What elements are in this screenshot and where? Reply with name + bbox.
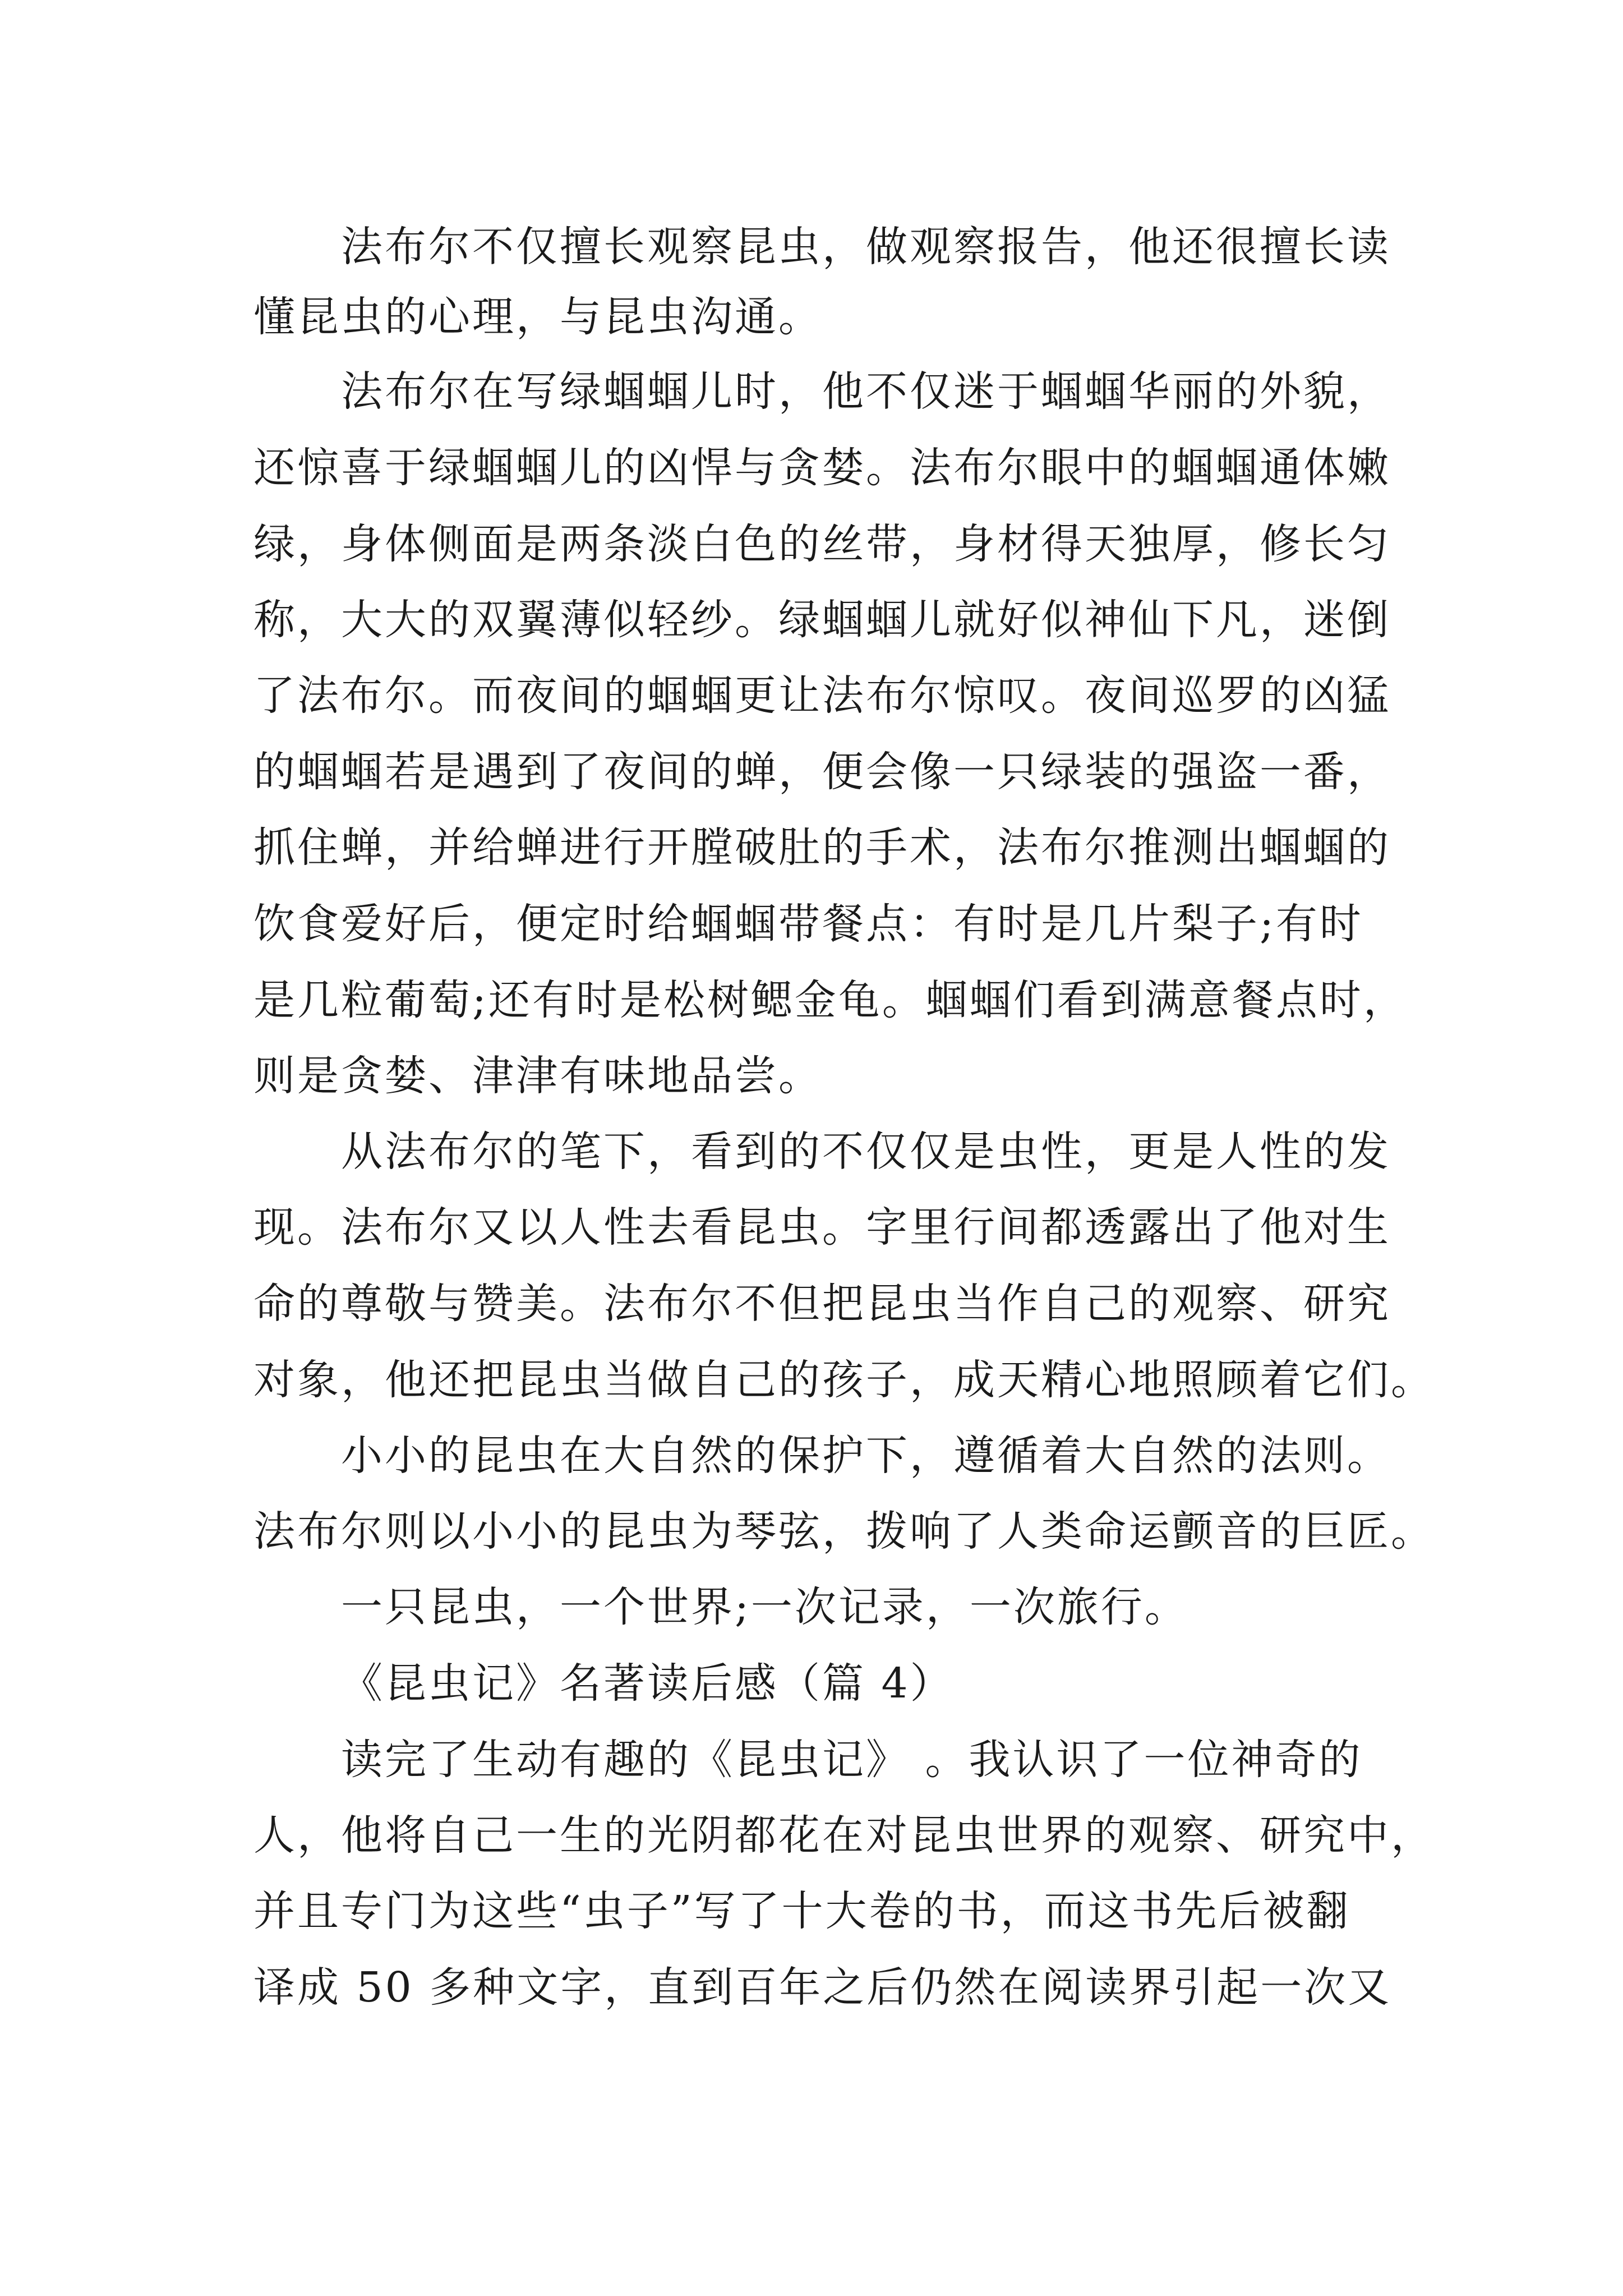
paragraph-line: 法布尔则以小小的昆虫为琴弦，拨响了人类命运颤音的巨匠。	[253, 1507, 1435, 1556]
paragraph-line: 命的尊敬与赞美。法布尔不但把昆虫当作自己的观察、研究	[253, 1280, 1391, 1328]
paragraph-line: 一只昆虫，一个世界;一次记录，一次旅行。	[341, 1583, 1188, 1631]
paragraph-line: 还惊喜于绿蝈蝈儿的凶悍与贪婪。法布尔眼中的蝈蝈通体嫩	[253, 444, 1391, 492]
paragraph-line: 现。法布尔又以人性去看昆虫。字里行间都透露出了他对生	[253, 1203, 1391, 1251]
paragraph-line: 读完了生动有趣的《昆虫记》 。我认识了一位神奇的	[341, 1736, 1363, 1784]
paragraph-line: 译成 50 多种文字，直到百年之后仍然在阅读界引起一次又	[253, 1963, 1392, 2012]
paragraph-line: 并且专门为这些“虫子”写了十大卷的书，而这书先后被翻	[253, 1887, 1350, 1935]
paragraph-line: 从法布尔的笔下，看到的不仅仅是虫性，更是人性的发	[341, 1128, 1391, 1176]
paragraph-line: 称，大大的双翼薄似轻纱。绿蝈蝈儿就好似神仙下凡，迷倒	[253, 596, 1391, 644]
paragraph-line: 对象，他还把昆虫当做自己的孩子，成天精心地照顾着它们。	[253, 1356, 1435, 1404]
paragraph-line: 懂昆虫的心理，与昆虫沟通。	[253, 293, 822, 341]
paragraph-line: 饮食爱好后，便定时给蝈蝈带餐点：有时是几片梨子;有时	[253, 900, 1363, 948]
paragraph-line: 法布尔不仅擅长观察昆虫，做观察报告，他还很擅长读	[341, 223, 1391, 271]
paragraph-line: 抓住蝉，并给蝉进行开膛破肚的手术，法布尔推测出蝈蝈的	[253, 823, 1391, 872]
paragraph-line: 绿，身体侧面是两条淡白色的丝带，身材得天独厚，修长匀	[253, 520, 1391, 568]
paragraph-line: 的蝈蝈若是遇到了夜间的蝉，便会像一只绿装的强盗一番，	[253, 748, 1391, 796]
paragraph-line: 了法布尔。而夜间的蝈蝈更让法布尔惊叹。夜间巡罗的凶猛	[253, 671, 1391, 720]
paragraph-line: 法布尔在写绿蝈蝈儿时，他不仅迷于蝈蝈华丽的外貌，	[341, 367, 1391, 416]
paragraph-line: 则是贪婪、津津有味地品尝。	[253, 1052, 822, 1100]
section-heading: 《昆虫记》名著读后感（篇 4）	[341, 1659, 954, 1708]
paragraph-line: 是几粒葡萄;还有时是松树鳃金龟。蝈蝈们看到满意餐点时，	[253, 976, 1407, 1024]
paragraph-line: 人，他将自己一生的光阴都花在对昆虫世界的观察、研究中，	[253, 1811, 1435, 1860]
paragraph-line: 小小的昆虫在大自然的保护下，遵循着大自然的法则。	[341, 1432, 1391, 1480]
